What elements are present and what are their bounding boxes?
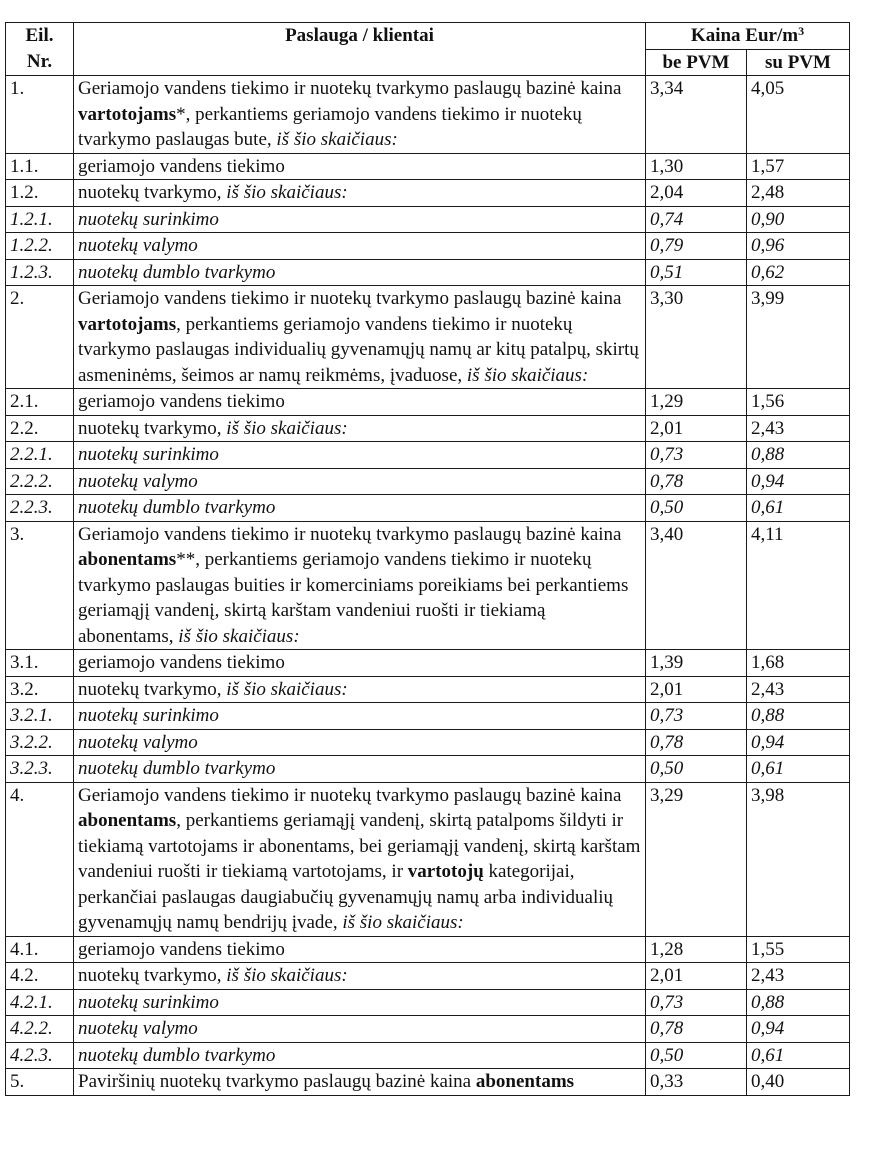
price-without-vat: 0,51	[646, 259, 747, 286]
table-row	[6, 650, 850, 677]
price-without-vat: 0,50	[646, 756, 747, 783]
row-description	[74, 729, 646, 756]
price-with-vat: 2,43	[747, 676, 850, 703]
row-description	[74, 676, 646, 703]
description-part: iš šio skaičiaus:	[178, 625, 300, 647]
header-row-number	[6, 23, 74, 76]
table-row	[6, 1042, 850, 1069]
price-with-vat: 0,88	[747, 989, 850, 1016]
row-description	[74, 206, 646, 233]
description-part: Geriamojo vandens tiekimo ir nuotekų tvarkymo paslaugų bazinė kaina	[78, 78, 622, 99]
description-part: nuotekų surinkimo	[78, 208, 219, 230]
row-number: 3.2.1.	[6, 703, 74, 730]
price-with-vat: 1,56	[747, 389, 850, 416]
row-number: 2.2.3.	[6, 495, 74, 522]
row-description	[74, 963, 646, 990]
row-description	[74, 782, 646, 936]
row-number: 4.	[6, 782, 74, 936]
row-description	[74, 76, 646, 154]
price-with-vat: 0,61	[747, 1042, 850, 1069]
description-part: iš šio skaičiaus:	[226, 678, 348, 700]
price-without-vat: 0,50	[646, 1042, 747, 1069]
description-part: nuotekų surinkimo	[78, 991, 219, 1013]
description-part: nuotekų tvarkymo,	[78, 182, 227, 203]
price-without-vat: 3,34	[646, 76, 747, 154]
row-number: 2.2.2.	[6, 468, 74, 495]
price-with-vat: 0,94	[747, 729, 850, 756]
table-row	[6, 936, 850, 963]
description-part: iš šio skaičiaus:	[466, 364, 589, 386]
row-number: 1.2.1.	[6, 206, 74, 233]
description-part: abonentams	[78, 810, 177, 831]
description-part: iš šio skaičiaus:	[226, 182, 348, 203]
table-row	[6, 729, 850, 756]
table-row	[6, 989, 850, 1016]
price-without-vat: 2,04	[646, 180, 747, 207]
row-number: 2.2.1.	[6, 442, 74, 469]
row-number: 1.2.3.	[6, 259, 74, 286]
table-row	[6, 756, 850, 783]
description-part: Geriamojo vandens tiekimo ir nuotekų tvarkymo paslaugų bazinė kaina	[78, 784, 622, 806]
row-description	[74, 415, 646, 442]
row-description	[74, 1042, 646, 1069]
price-with-vat: 2,43	[747, 415, 850, 442]
price-without-vat: 0,74	[646, 206, 747, 233]
price-without-vat: 3,30	[646, 286, 747, 389]
description-part: kategorijai, perkančiai paslaugas daugiabučių gyvenamųjų namų arba individualių gyvenamųjų namų bendrijų įvade,	[78, 861, 613, 933]
description-part: iš šio skaičiaus:	[226, 965, 348, 986]
price-without-vat: 0,73	[646, 989, 747, 1016]
price-with-vat: 0,62	[747, 259, 850, 286]
row-description	[74, 286, 646, 389]
price-without-vat: 0,78	[646, 729, 747, 756]
description-part: vartotojams	[78, 103, 177, 125]
header-price-unit-sup: 3	[798, 24, 805, 38]
price-without-vat: 0,33	[646, 1069, 747, 1096]
header-with-vat: su PVM	[747, 49, 850, 76]
price-with-vat: 2,48	[747, 180, 850, 207]
price-without-vat: 1,39	[646, 650, 747, 677]
table-row	[6, 703, 850, 730]
row-number: 4.2.2.	[6, 1016, 74, 1043]
row-number: 1.2.2.	[6, 233, 74, 260]
row-description	[74, 442, 646, 469]
price-without-vat: 2,01	[646, 676, 747, 703]
price-with-vat: 0,61	[747, 495, 850, 522]
table-row	[6, 782, 850, 936]
row-number: 2.	[6, 286, 74, 389]
description-part: nuotekų valymo	[78, 235, 198, 256]
price-with-vat: 0,94	[747, 1016, 850, 1043]
row-number: 3.2.	[6, 676, 74, 703]
row-number: 4.2.	[6, 963, 74, 990]
table-row	[6, 442, 850, 469]
description-part: nuotekų dumblo tvarkymo	[78, 497, 276, 518]
description-part: nuotekų surinkimo	[78, 705, 219, 726]
row-number: 4.1.	[6, 936, 74, 963]
price-table	[5, 22, 850, 1096]
table-row	[6, 233, 850, 260]
description-part: nuotekų tvarkymo,	[78, 417, 227, 439]
price-without-vat: 1,30	[646, 153, 747, 180]
description-part: iš šio skaičiaus:	[226, 417, 348, 439]
table-row	[6, 76, 850, 154]
description-part: abonentams	[475, 1071, 575, 1092]
price-with-vat: 0,88	[747, 703, 850, 730]
description-part: nuotekų dumblo tvarkymo	[78, 1044, 276, 1066]
price-with-vat: 0,96	[747, 233, 850, 260]
price-with-vat: 1,68	[747, 650, 850, 677]
description-part: , perkantiems geriamojo vandens tiekimo ir nuotekų tvarkymo paslaugas individualių gyvenamųjų namų ar kitų patalpų, skirtų asmeninėms, šeimos ar namų reikmėms, įvaduose,	[78, 313, 639, 386]
description-part: nuotekų valymo	[78, 470, 198, 492]
description-part: nuotekų surinkimo	[78, 444, 219, 465]
description-part: nuotekų valymo	[78, 1018, 198, 1039]
row-description	[74, 495, 646, 522]
price-without-vat: 0,73	[646, 442, 747, 469]
description-part: geriamojo vandens tiekimo	[78, 155, 285, 177]
price-without-vat: 3,29	[646, 782, 747, 936]
table-row	[6, 521, 850, 650]
description-part: nuotekų valymo	[78, 731, 198, 753]
price-with-vat: 4,05	[747, 76, 850, 154]
price-without-vat: 0,79	[646, 233, 747, 260]
header-no-label-1: Eil.	[25, 25, 54, 46]
price-with-vat: 2,43	[747, 963, 850, 990]
price-without-vat: 2,01	[646, 415, 747, 442]
description-part: geriamojo vandens tiekimo	[78, 652, 285, 673]
row-number: 2.2.	[6, 415, 74, 442]
row-description	[74, 521, 646, 650]
description-part: iš šio skaičiaus:	[276, 129, 398, 150]
price-without-vat: 0,78	[646, 468, 747, 495]
price-without-vat: 2,01	[646, 963, 747, 990]
row-number: 4.2.1.	[6, 989, 74, 1016]
table-row	[6, 153, 850, 180]
price-without-vat: 0,73	[646, 703, 747, 730]
row-description	[74, 233, 646, 260]
row-number: 2.1.	[6, 389, 74, 416]
table-header	[6, 23, 850, 76]
description-part: *, perkantiems geriamojo vandens tiekimo ir nuotekų tvarkymo paslaugas bute,	[78, 103, 582, 150]
description-part: Geriamojo vandens tiekimo ir nuotekų tvarkymo paslaugų bazinė kaina	[78, 288, 622, 309]
price-with-vat: 0,88	[747, 442, 850, 469]
row-description	[74, 180, 646, 207]
price-without-vat: 0,78	[646, 1016, 747, 1043]
row-description	[74, 259, 646, 286]
description-part: iš šio skaičiaus:	[342, 912, 464, 933]
row-number: 3.1.	[6, 650, 74, 677]
description-part: abonentams	[78, 549, 177, 570]
row-number: 1.2.	[6, 180, 74, 207]
table-row	[6, 415, 850, 442]
price-with-vat: 4,11	[747, 521, 850, 650]
price-with-vat: 3,99	[747, 286, 850, 389]
description-part: nuotekų tvarkymo,	[78, 678, 227, 700]
row-description	[74, 703, 646, 730]
row-number: 3.2.3.	[6, 756, 74, 783]
header-price	[646, 23, 850, 50]
table-body	[6, 76, 850, 1096]
row-description	[74, 989, 646, 1016]
row-description	[74, 756, 646, 783]
table-row	[6, 468, 850, 495]
price-without-vat: 3,40	[646, 521, 747, 650]
row-description	[74, 468, 646, 495]
header-price-label: Kaina Eur/m	[690, 25, 799, 46]
table-row	[6, 286, 850, 389]
row-number: 3.2.2.	[6, 729, 74, 756]
price-without-vat: 1,28	[646, 936, 747, 963]
row-description	[74, 153, 646, 180]
description-part: vartotojams	[78, 313, 177, 335]
price-without-vat: 1,29	[646, 389, 747, 416]
table-row	[6, 676, 850, 703]
table-row	[6, 963, 850, 990]
table-row	[6, 1016, 850, 1043]
row-number: 1.1.	[6, 153, 74, 180]
row-description	[74, 1016, 646, 1043]
description-part: nuotekų tvarkymo,	[78, 965, 227, 986]
row-description	[74, 650, 646, 677]
price-with-vat: 0,40	[747, 1069, 850, 1096]
table-row	[6, 206, 850, 233]
header-row-top	[6, 23, 850, 50]
description-part: , perkantiems geriamąjį vandenį, skirtą patalpoms šildyti ir tiekiamą vartotojams ir abonentams, bei geriamąjį vandenį, skirtą karštam vandeniui ruošti ir tiekiamą vartotojams, ir	[78, 810, 641, 882]
header-no-label-2: Nr.	[26, 50, 53, 72]
price-without-vat: 0,50	[646, 495, 747, 522]
header-without-vat: be PVM	[646, 49, 747, 76]
table-row	[6, 1069, 850, 1096]
price-with-vat: 1,55	[747, 936, 850, 963]
row-number: 5.	[6, 1069, 74, 1096]
description-part: vartotojų	[407, 861, 484, 882]
description-part: Paviršinių nuotekų tvarkymo paslaugų bazinė kaina	[78, 1071, 476, 1092]
description-part: nuotekų dumblo tvarkymo	[78, 261, 276, 283]
table-row	[6, 180, 850, 207]
description-part: geriamojo vandens tiekimo	[78, 938, 285, 960]
table-row	[6, 259, 850, 286]
price-with-vat: 3,98	[747, 782, 850, 936]
row-description	[74, 389, 646, 416]
price-with-vat: 0,94	[747, 468, 850, 495]
description-part: **, perkantiems geriamojo vandens tiekimo ir nuotekų tvarkymo paslaugas buities ir komerciniams poreikiams bei perkantiems geriamąjį vandenį, skirtą karštam vandeniui ruošti ir tiekiamą abonentams,	[78, 549, 629, 647]
description-part: geriamojo vandens tiekimo	[78, 391, 285, 412]
row-number: 4.2.3.	[6, 1042, 74, 1069]
row-description	[74, 1069, 646, 1096]
header-service: Paslauga / klientai	[74, 23, 646, 76]
description-part: nuotekų dumblo tvarkymo	[78, 758, 276, 779]
table-row	[6, 389, 850, 416]
table-row	[6, 495, 850, 522]
price-with-vat: 0,90	[747, 206, 850, 233]
row-number: 3.	[6, 521, 74, 650]
price-with-vat: 1,57	[747, 153, 850, 180]
price-with-vat: 0,61	[747, 756, 850, 783]
row-description	[74, 936, 646, 963]
description-part: Geriamojo vandens tiekimo ir nuotekų tvarkymo paslaugų bazinė kaina	[78, 523, 622, 545]
row-number: 1.	[6, 76, 74, 154]
